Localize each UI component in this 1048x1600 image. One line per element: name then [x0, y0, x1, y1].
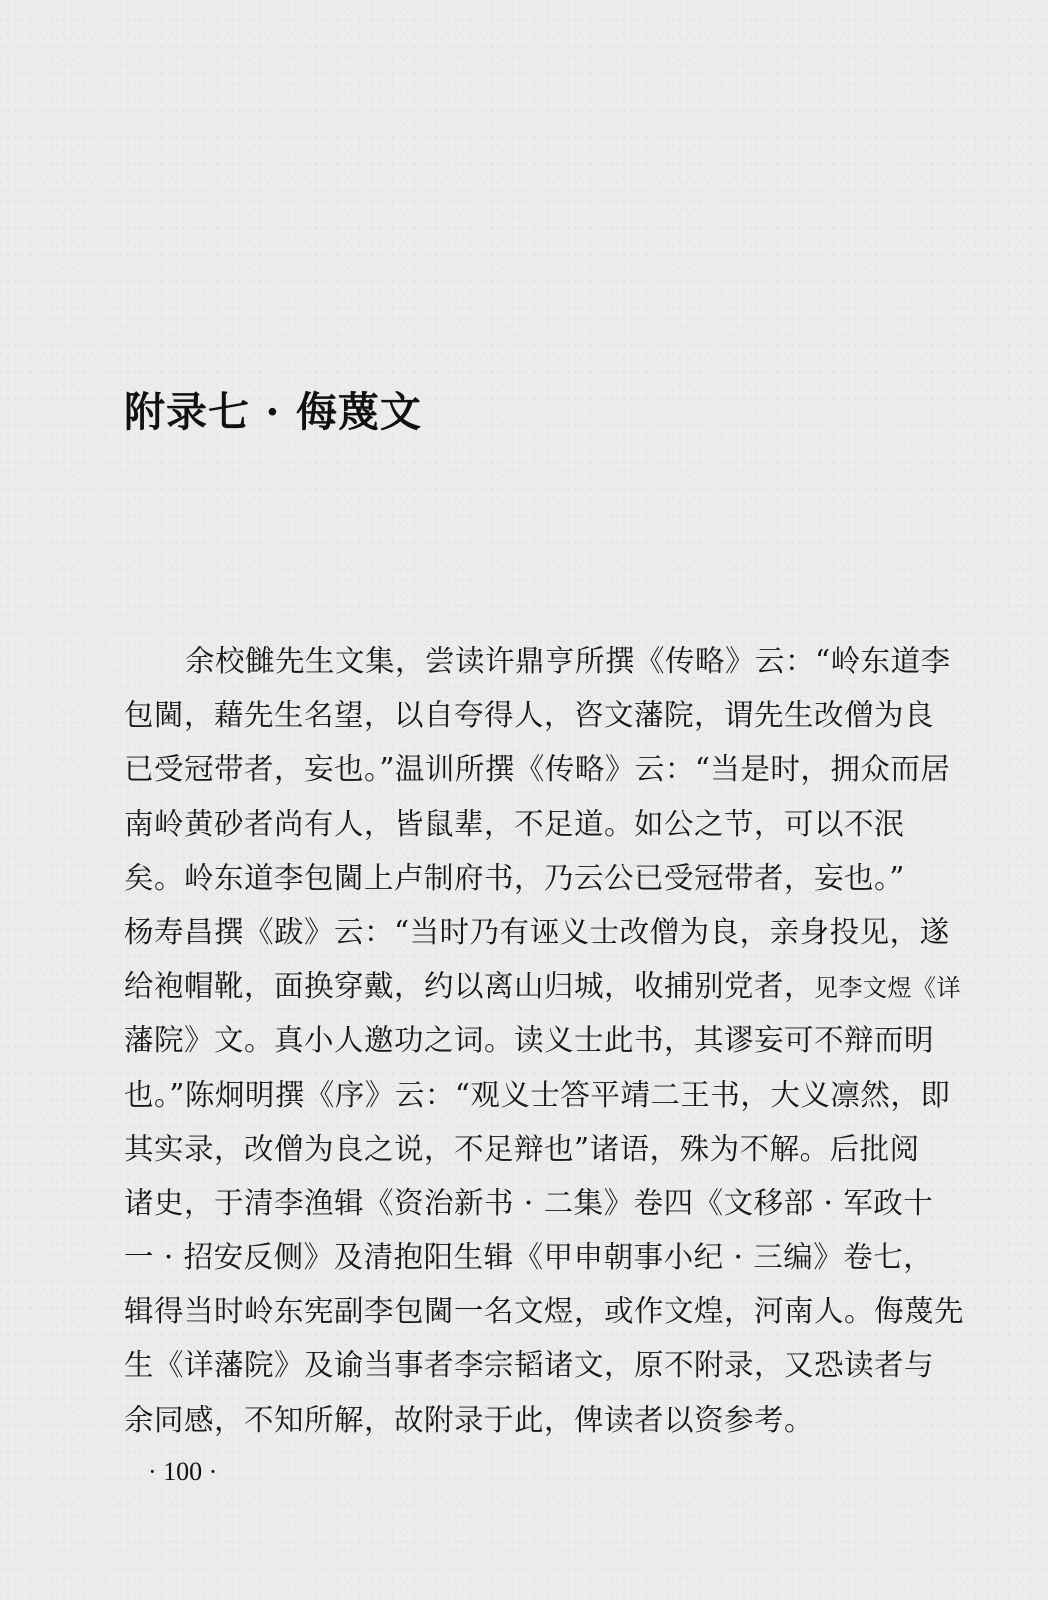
body-paragraph: [124, 634, 965, 1447]
text-line: 其实录，改僧为良之说，不足辩也”诸语，殊为不解。后批阅: [124, 1131, 920, 1166]
text-line: 余校雠先生文集，尝读许鼎亨所撰《传略》云：“岭东道李: [185, 644, 951, 678]
text-line-with-note: [124, 959, 962, 1013]
text-line: 辑得当时岭东宪副李包閫一名文煜，或作文煌，河南人。侮蔑先: [124, 1294, 965, 1329]
text-line: 一 · 招安反侧》及清抱阳生辑《甲申朝事小纪 · 三编》卷七，: [124, 1240, 934, 1275]
appendix-title: 附录七 · 侮蔑文: [124, 388, 422, 436]
inline-note: 见李文煜《详: [814, 974, 962, 1003]
text-line: 也。”陈炯明撰《序》云：“观义士答平靖二王书，大义凛然，即: [124, 1077, 951, 1112]
text-line: 诸史，于清李渔辑《资治新书 · 二集》卷四《文移部 · 军政十: [124, 1185, 934, 1220]
text-line: 矣。岭东道李包閫上卢制府书，乃云公已受冠带者，妄也。”: [124, 860, 905, 895]
text-line: 已受冠带者，妄也。”温训所撰《传略》云：“当是时，拥众而居: [124, 752, 951, 787]
text-line: 余同感，不知所解，故附录于此，俾读者以资参考。: [124, 1402, 815, 1437]
text-segment: 给袍帽靴，面换穿戴，约以离山归城，收捕别党者，: [124, 969, 815, 1004]
text-line: 藩院》文。真小人邀功之词。读义士此书，其谬妄可不辩而明: [124, 1023, 935, 1058]
text-line: 包閫，藉先生名望，以自夸得人，咨文藩院，谓先生改僧为良: [124, 698, 935, 733]
page-number: · 100 ·: [148, 1457, 218, 1486]
text-line: 杨寿昌撰《跋》云：“当时乃有诬义士改僧为良，亲身投见，遂: [124, 914, 950, 949]
text-line: 南岭黄砂者尚有人，皆鼠辈，不足道。如公之节，可以不泯: [124, 806, 905, 841]
text-line: 生《详藩院》及谕当事者李宗韬诸文，原不附录，又恐读者与: [124, 1348, 935, 1383]
